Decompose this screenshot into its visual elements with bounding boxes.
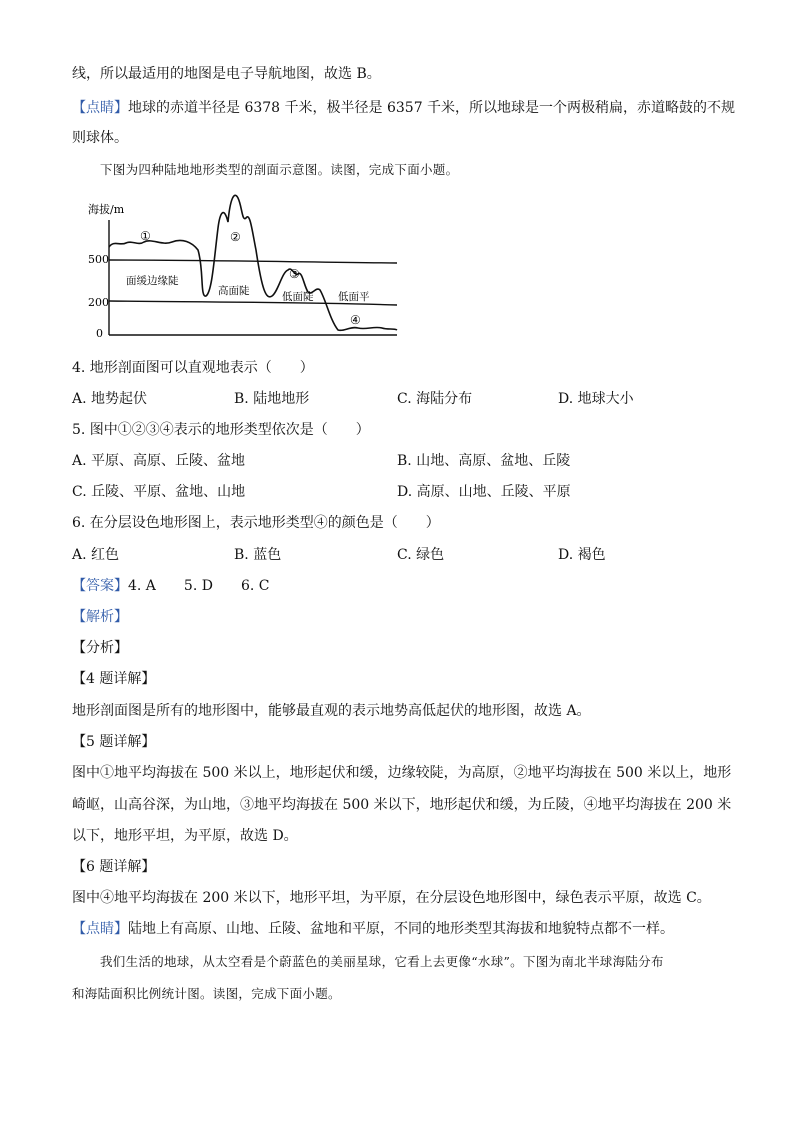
q4-option-b: B. 陆地地形 [234,391,310,407]
q6-option-a: A. 红色 [72,547,120,563]
tip-line [72,98,735,118]
question-6-stem: 6. 在分层设色地形图上，表示地形类型④的颜色是（ ） [72,515,440,531]
region-label-3: 低面陡 [282,291,314,303]
marker-4: ④ [350,313,361,327]
q6-option-c: C. 绿色 [397,547,445,563]
question-5-stem: 5. 图中①②③④表示的地形类型依次是（ ） [72,422,370,438]
tip-text: 地球的赤道半径是 6378 千米，极半径是 6357 千米，所以地球是一个两极稍扁，赤道略鼓的不规 [128,100,736,116]
answer-text: 4. A 5. D 6. C [128,578,270,594]
q5-detail-line-2: 崎岖，山高谷深，为山地，③地平均海拔在 500 米以下，地形起伏和缓，为丘陵，④地平均海拔在 200 米 [72,797,732,813]
q5-detail-line-3: 以下，地形平坦，为平原，故选 D。 [72,828,298,844]
q4-option-c: C. 海陆分布 [397,391,473,407]
intro-text: 下图为四种陆地地形类型的剖面示意图。读图，完成下面小题。 [100,162,459,177]
q6-option-d: D. 褐色 [558,547,606,563]
region-label-1: 面缓边缘陡 [126,275,179,287]
analysis-label: 【解析】 [72,609,128,625]
answer-label: 【答案】 [72,578,128,594]
tip-line-2: 则球体。 [72,130,128,146]
tick-label-0: 0 [96,327,103,340]
q4-option-d: D. 地球大小 [558,391,634,407]
intro2-line-1: 我们生活的地球，从太空看是个蔚蓝色的美丽星球，它看上去更像“水球”。下图为南北半球海陆分布 [100,954,664,969]
ylabel: 海拔/m [88,203,125,216]
q5-option-b: B. 山地、高原、盆地、丘陵 [397,453,571,469]
terrain-profile-figure [82,190,404,340]
region-label-4: 低面平 [338,291,370,303]
tick-label-200: 200 [88,296,109,309]
q6-detail-title: 【6 题详解】 [72,859,156,875]
q6-option-b: B. 蓝色 [234,547,282,563]
tip2-label: 【点睛】 [72,921,128,937]
tip2-line [72,919,674,939]
q5-option-c: C. 丘陵、平原、盆地、山地 [72,484,246,500]
q4-detail-text: 地形剖面图是所有的地形图中，能够最直观的表示地势高低起伏的地形图，故选 A。 [72,703,591,719]
intro2-line-2: 和海陆面积比例统计图。读图，完成下面小题。 [72,986,341,1001]
q5-detail-title: 【5 题详解】 [72,734,156,750]
tip2-text: 陆地上有高原、山地、丘陵、盆地和平原，不同的地形类型其海拔和地貌特点都不一样。 [128,921,674,937]
tip-label: 【点睛】 [72,100,128,116]
q4-detail-title: 【4 题详解】 [72,671,156,687]
text-line: 线，所以最适用的地图是电子导航地图，故选 B。 [72,66,381,82]
answer-line [72,576,269,596]
marker-1: ① [140,229,151,243]
q6-detail-text: 图中④地平均海拔在 200 米以下，地形平坦，为平原，在分层设色地形图中，绿色表示平原，故选 C。 [72,890,711,906]
q5-detail-line-1: 图中①地平均海拔在 500 米以上，地形起伏和缓，边缘较陡，为高原，②地平均海拔在 500 米以上，地形 [72,765,732,781]
region-label-2: 高面陡 [218,285,250,297]
line-500 [109,260,397,263]
q5-option-a: A. 平原、高原、丘陵、盆地 [72,453,246,469]
q4-option-a: A. 地势起伏 [72,391,148,407]
marker-3: ③ [289,267,300,281]
marker-2: ② [230,230,241,244]
tick-label-500: 500 [88,253,109,266]
question-4-stem: 4. 地形剖面图可以直观地表示（ ） [72,360,314,376]
q5-option-d: D. 高原、山地、丘陵、平原 [397,484,571,500]
fenxi-label: 【分析】 [72,640,128,656]
